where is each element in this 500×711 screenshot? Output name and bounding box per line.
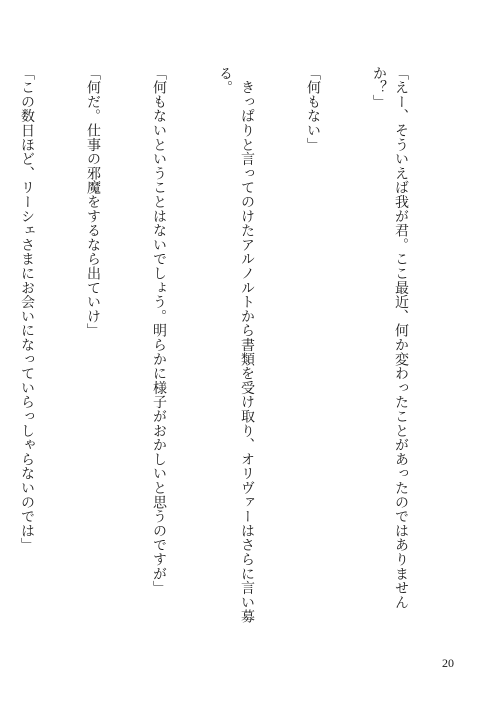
text-line: 「何だ。仕事の邪魔をするなら出ていけ」: [85, 66, 101, 338]
page-number: 20: [442, 656, 454, 670]
text-line: きっぱりと言ってのけたアルノルトから書類を受け取り、オリヴァーはさらに言い募る。: [217, 66, 255, 624]
text-line: 「この数日ほど、リーシェさまにお会いになっていらっしゃらないのでは」: [19, 66, 35, 553]
vertical-text-block: [0, 66, 456, 626]
text-line: 「えー、そういえば我が君。ここ最近、何か変わったことがあったのではありませんか？」: [371, 66, 409, 610]
text-line: 「何もない」: [305, 66, 321, 152]
text-line: 「何もないということはないでしょう。明らかに様子がおかしいと思うのですが」: [151, 66, 167, 596]
